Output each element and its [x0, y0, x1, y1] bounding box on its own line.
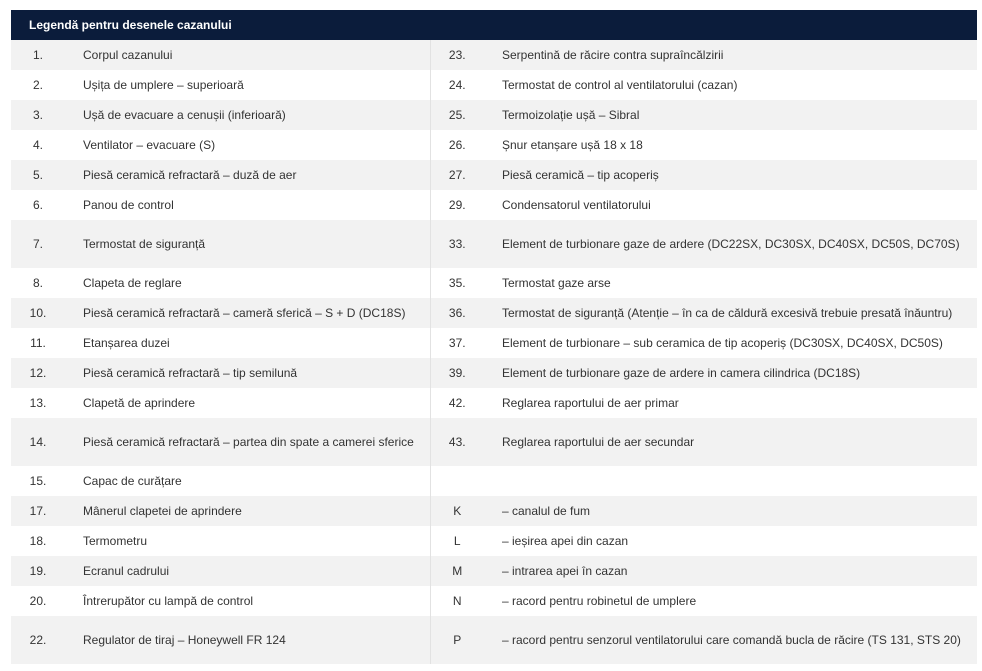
legend-right-number: 39. [430, 358, 484, 388]
legend-left-description: Clapetă de aprindere [65, 388, 430, 418]
legend-right-number: 33. [430, 220, 484, 268]
legend-left-description: Mânerul clapetei de aprindere [65, 496, 430, 526]
legend-left-number: 11. [11, 328, 65, 358]
legend-row [11, 70, 977, 100]
legend-left-description: Corpul cazanului [65, 40, 430, 70]
legend-right-number: 24. [430, 70, 484, 100]
legend-left-number: 17. [11, 496, 65, 526]
legend-table-container [11, 10, 977, 664]
legend-left-number: 13. [11, 388, 65, 418]
legend-left-description: Piesă ceramică refractară – cameră sferică – S + D (DC18S) [65, 298, 430, 328]
legend-right-description: Reglarea raportului de aer secundar [484, 418, 977, 466]
legend-right-description: Termostat de control al ventilatorului (cazan) [484, 70, 977, 100]
legend-left-number: 7. [11, 220, 65, 268]
legend-left-number: 19. [11, 556, 65, 586]
legend-header-row [11, 10, 977, 40]
legend-row [11, 100, 977, 130]
legend-right-number: K [430, 496, 484, 526]
legend-left-number: 18. [11, 526, 65, 556]
legend-left-number: 8. [11, 268, 65, 298]
legend-body [11, 40, 977, 664]
legend-row [11, 298, 977, 328]
legend-right-number: 23. [430, 40, 484, 70]
legend-left-number: 4. [11, 130, 65, 160]
legend-right-description: Element de turbionare gaze de ardere in camera cilindrica (DC18S) [484, 358, 977, 388]
legend-row [11, 268, 977, 298]
legend-left-description: Regulator de tiraj – Honeywell FR 124 [65, 616, 430, 664]
legend-right-number: 27. [430, 160, 484, 190]
legend-right-description: Condensatorul ventilatorului [484, 190, 977, 220]
legend-right-number: 42. [430, 388, 484, 418]
legend-row [11, 160, 977, 190]
legend-right-description: – racord pentru senzorul ventilatorului care comandă bucla de răcire (TS 131, STS 20) [484, 616, 977, 664]
legend-right-number: 37. [430, 328, 484, 358]
legend-left-description: Piesă ceramică refractară – tip semilună [65, 358, 430, 388]
legend-left-number: 5. [11, 160, 65, 190]
legend-row [11, 556, 977, 586]
legend-left-description: Capac de curățare [65, 466, 430, 496]
legend-row [11, 130, 977, 160]
legend-right-number: 29. [430, 190, 484, 220]
legend-left-description: Termometru [65, 526, 430, 556]
legend-right-number: 26. [430, 130, 484, 160]
legend-right-description: Piesă ceramică – tip acoperiș [484, 160, 977, 190]
legend-right-description: Serpentină de răcire contra supraîncălzirii [484, 40, 977, 70]
legend-left-number: 12. [11, 358, 65, 388]
legend-row [11, 328, 977, 358]
legend-right-description: – intrarea apei în cazan [484, 556, 977, 586]
legend-row [11, 616, 977, 664]
legend-left-number: 10. [11, 298, 65, 328]
legend-right-number [430, 466, 484, 496]
legend-left-description: Termostat de siguranță [65, 220, 430, 268]
legend-right-number: N [430, 586, 484, 616]
legend-row [11, 418, 977, 466]
legend-title: Legendă pentru desenele cazanului [11, 10, 977, 40]
legend-right-description: Termostat gaze arse [484, 268, 977, 298]
legend-right-description [484, 466, 977, 496]
legend-right-description: Termostat de siguranță (Atenție – în ca de căldură excesivă trebuie presată înăuntru) [484, 298, 977, 328]
legend-left-description: Piesă ceramică refractară – duză de aer [65, 160, 430, 190]
legend-table [11, 10, 977, 664]
legend-row [11, 190, 977, 220]
legend-row [11, 40, 977, 70]
legend-right-number: 43. [430, 418, 484, 466]
legend-left-number: 20. [11, 586, 65, 616]
legend-right-description: Element de turbionare gaze de ardere (DC22SX, DC30SX, DC40SX, DC50S, DC70S) [484, 220, 977, 268]
legend-right-description: – ieșirea apei din cazan [484, 526, 977, 556]
legend-left-description: Ventilator – evacuare (S) [65, 130, 430, 160]
legend-right-description: Șnur etanșare ușă 18 x 18 [484, 130, 977, 160]
legend-right-description: – canalul de fum [484, 496, 977, 526]
legend-left-description: Întrerupător cu lampă de control [65, 586, 430, 616]
legend-left-number: 2. [11, 70, 65, 100]
legend-left-description: Ușița de umplere – superioară [65, 70, 430, 100]
legend-right-description: Reglarea raportului de aer primar [484, 388, 977, 418]
legend-left-number: 14. [11, 418, 65, 466]
legend-row [11, 466, 977, 496]
legend-left-description: Panou de control [65, 190, 430, 220]
legend-left-description: Piesă ceramică refractară – partea din spate a camerei sferice [65, 418, 430, 466]
legend-left-description: Etanșarea duzei [65, 328, 430, 358]
legend-left-number: 1. [11, 40, 65, 70]
legend-row [11, 586, 977, 616]
legend-row [11, 526, 977, 556]
legend-right-number: M [430, 556, 484, 586]
legend-right-number: L [430, 526, 484, 556]
legend-left-description: Ecranul cadrului [65, 556, 430, 586]
legend-right-description: Element de turbionare – sub ceramica de tip acoperiș (DC30SX, DC40SX, DC50S) [484, 328, 977, 358]
legend-left-description: Ușă de evacuare a cenușii (inferioară) [65, 100, 430, 130]
legend-right-description: Termoizolație ușă – Sibral [484, 100, 977, 130]
legend-left-number: 3. [11, 100, 65, 130]
legend-right-number: 25. [430, 100, 484, 130]
legend-row [11, 358, 977, 388]
legend-row [11, 496, 977, 526]
legend-left-number: 22. [11, 616, 65, 664]
legend-left-number: 15. [11, 466, 65, 496]
legend-row [11, 388, 977, 418]
legend-right-number: P [430, 616, 484, 664]
legend-right-description: – racord pentru robinetul de umplere [484, 586, 977, 616]
legend-right-number: 35. [430, 268, 484, 298]
legend-row [11, 220, 977, 268]
legend-left-description: Clapeta de reglare [65, 268, 430, 298]
legend-right-number: 36. [430, 298, 484, 328]
legend-left-number: 6. [11, 190, 65, 220]
